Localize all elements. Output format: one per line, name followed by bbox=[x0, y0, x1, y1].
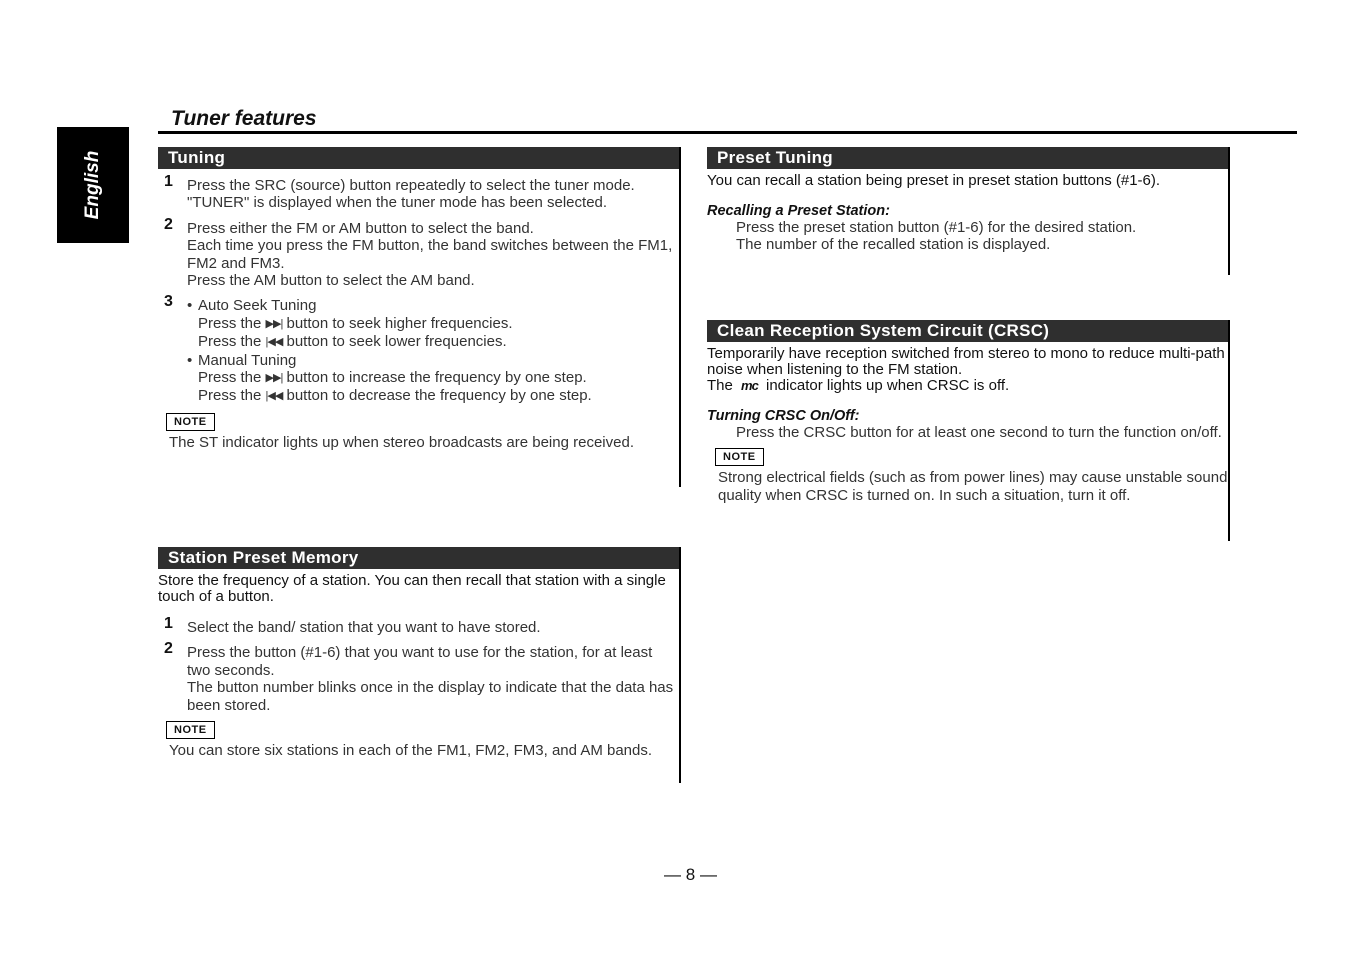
step-text: Press the AM button to select the AM band. bbox=[187, 272, 475, 290]
step-number: 3 bbox=[164, 293, 173, 311]
language-tab bbox=[57, 127, 129, 243]
body-text: The number of the recalled station is displayed. bbox=[736, 236, 1051, 254]
body-text: Press the preset station button (#1-6) for the desired station. bbox=[736, 219, 1137, 236]
step-number: 1 bbox=[164, 173, 173, 190]
previous-track-icon: |◀◀ bbox=[265, 390, 283, 403]
tuning-section bbox=[158, 147, 681, 487]
step-1 bbox=[158, 173, 679, 212]
step-text: Select the band/ station that you want to have stored. bbox=[187, 619, 541, 636]
section-intro: You can recall a station being preset in preset station buttons (#1-6). bbox=[707, 172, 1161, 189]
section-intro: Temporarily have reception switched from stereo to mono to reduce multi-path noise when listening to the FM station. bbox=[707, 345, 1225, 378]
step-2 bbox=[158, 215, 679, 290]
auto-seek-down: Press the |◀◀ button to seek lower frequencies. bbox=[198, 333, 507, 351]
step-text: Press the button (#1-6) that you want to use for the station, for at least two seconds. bbox=[187, 644, 653, 679]
note-label: NOTE bbox=[715, 448, 764, 466]
section-heading: Clean Reception System Circuit (CRSC) bbox=[707, 320, 1228, 342]
crsc-section bbox=[707, 320, 1230, 541]
section-intro: Store the frequency of a station. You can then recall that station with a single touch of a button. bbox=[158, 572, 666, 605]
step-1 bbox=[158, 615, 679, 636]
title-rule bbox=[158, 131, 1297, 134]
note-text: You can store six stations in each of the FM1, FM2, FM3, and AM bands. bbox=[169, 742, 653, 760]
manual-up: Press the ▶▶| button to increase the frequency by one step. bbox=[198, 369, 587, 387]
page-number: — 8 — bbox=[664, 865, 717, 884]
note-text: Strong electrical fields (such as from power lines) may cause unstable sound quality when CRSC is turned on. In such a situation, turn it off. bbox=[718, 469, 1228, 504]
step-number: 2 bbox=[164, 215, 173, 233]
step-number: 2 bbox=[164, 640, 173, 658]
step-2 bbox=[158, 640, 679, 714]
crsc-mono-icon: mc bbox=[741, 378, 758, 393]
note-label: NOTE bbox=[166, 413, 215, 431]
page-title: Tuner features bbox=[171, 107, 317, 130]
subheading: Recalling a Preset Station: bbox=[707, 203, 890, 219]
step-text: The button number blinks once in the display to indicate that the data has been stored. bbox=[187, 679, 674, 714]
body-text: Press the CRSC button for at least one second to turn the function on/off. bbox=[736, 424, 1222, 441]
next-track-icon: ▶▶| bbox=[265, 317, 283, 330]
step-number: 1 bbox=[164, 615, 173, 632]
manual-tuning-title: • Manual Tuning bbox=[187, 352, 679, 369]
auto-seek-title: • Auto Seek Tuning bbox=[187, 297, 679, 314]
manual-down: Press the |◀◀ button to decrease the frequency by one step. bbox=[198, 387, 592, 405]
section-intro-2: The mc indicator lights up when CRSC is off. bbox=[707, 377, 1010, 394]
step-text: Press either the FM or AM button to select the band. bbox=[187, 219, 534, 237]
subheading: Turning CRSC On/Off: bbox=[707, 408, 860, 424]
next-track-icon: ▶▶| bbox=[265, 372, 283, 385]
previous-track-icon: |◀◀ bbox=[265, 336, 283, 349]
step-text: Each time you press the FM button, the band switches between the FM1, FM2 and FM3. bbox=[187, 237, 673, 272]
preset-tuning-section bbox=[707, 147, 1230, 275]
section-heading: Station Preset Memory bbox=[158, 547, 679, 569]
section-heading: Tuning bbox=[158, 147, 679, 169]
note-text: The ST indicator lights up when stereo broadcasts are being received. bbox=[169, 433, 634, 451]
auto-seek-up: Press the ▶▶| button to seek higher frequencies. bbox=[198, 314, 513, 332]
step-3 bbox=[158, 293, 679, 405]
station-preset-section bbox=[158, 547, 681, 783]
note-label: NOTE bbox=[166, 721, 215, 739]
step-text: Press the SRC (source) button repeatedly to select the tuner mode. "TUNER" is displayed when the tuner mode has been selected. bbox=[187, 177, 635, 212]
section-heading: Preset Tuning bbox=[707, 147, 1228, 169]
language-label: English bbox=[82, 150, 103, 220]
